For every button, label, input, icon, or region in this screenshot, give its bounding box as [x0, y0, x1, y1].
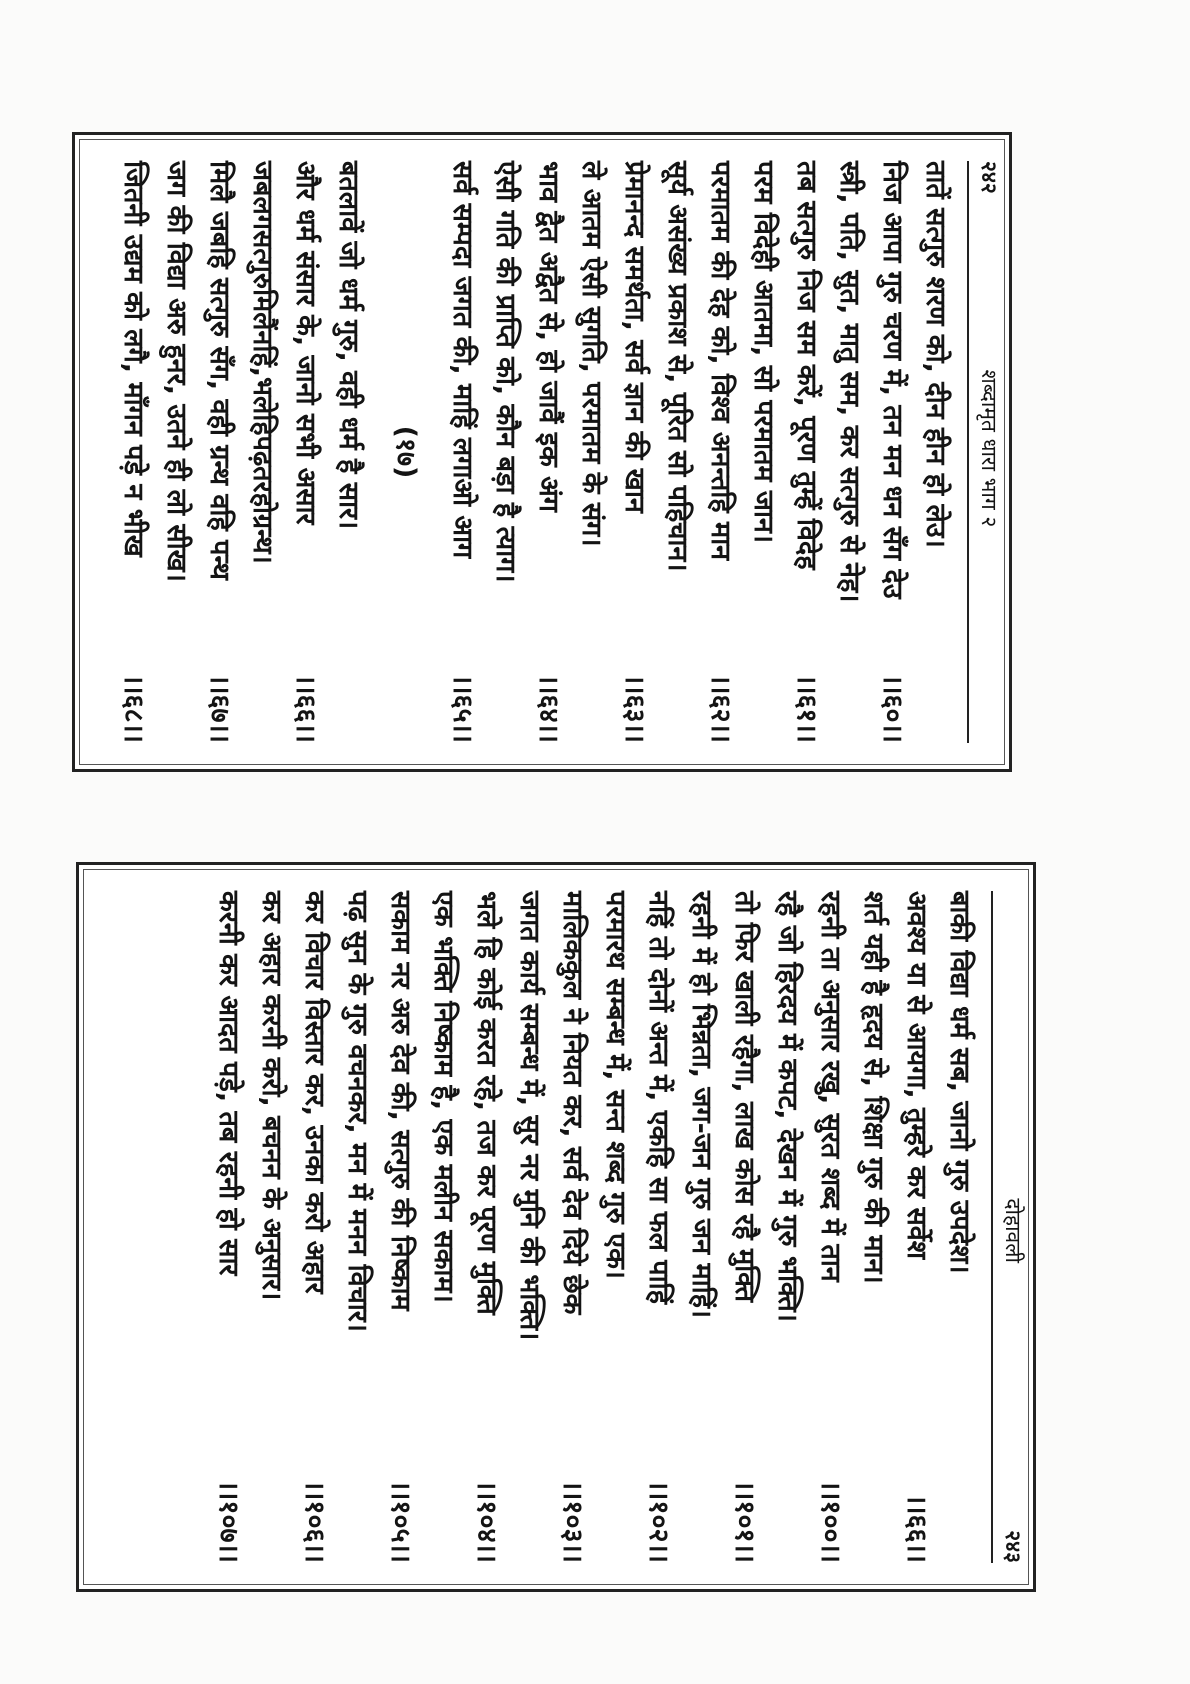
verse-line: परमारथ सम्बन्ध में, सन्त शब्द गुरु एक। — [600, 891, 631, 1280]
verse-line: जितनी उद्यम को लगै, माँगन पड़े न भीख ।।६८।। — [118, 161, 149, 743]
verse-line: नहिं तो दोनों अन्त में, एकहि सा फल पाहिं ।।१०२।। — [643, 891, 674, 1563]
page-243 — [76, 862, 1036, 1592]
verse-line: सर्व सम्पदा जगत की, माहिं लगाओ आग ।।६५।। — [447, 161, 478, 743]
section-number: (१७) — [390, 425, 421, 479]
verse-line: मालिककुल ने नियत कर, सर्व देव दिये छेक ।।१०३।। — [557, 891, 588, 1563]
verse-line: करनी कर आदत पड़े, तब रहनी हो सार ।।१०७।। — [213, 891, 244, 1563]
verse-line: ले आतम ऐसी सुगति, परमातम के संग। — [576, 161, 607, 547]
verse-line: कर विचार विस्तार कर, उनका करो अहार ।।१०६।। — [299, 891, 330, 1563]
verse-line: जबलगसत्गुरुमिलैंनहिं,भलेहिपढ़तरहोग्रन्थ। — [247, 161, 278, 564]
page-242 — [72, 132, 1012, 772]
verse-line: सूर्य असंख्य प्रकाश से, पूरित सो पहिचान। — [662, 161, 693, 572]
verse-line: अवश्य या से आयगा, तुम्हरे कर सर्वेश ।।६६।। — [901, 891, 932, 1563]
verse-line: पढ़ सुन के गुरु वचनकर, मन में मनन विचार। — [342, 891, 373, 1333]
running-title: शब्दामृत धारा भाग २ — [977, 369, 1001, 528]
verse-line: और धर्म संसार के, जानो सभी असार ।।६६।। — [290, 161, 321, 743]
verse-line: रहै जो हिरदय में कपट, देखन में गुरु भक्ति। — [772, 891, 803, 1323]
verse-line: भाव द्वैत अद्वैत से, हो जावैं इक अंग ।।६४।। — [533, 161, 564, 743]
verse-line: प्रेमानन्द समर्थता, सर्व ज्ञान की खान ।।६३।। — [619, 161, 650, 743]
verse-line: रहनी में हो भिन्नता, जग-जन गुरु जन माहिं। — [686, 891, 717, 1319]
running-title: दोहावली — [1001, 1198, 1025, 1263]
verse-line: निज आपा गुरु चरण में, तन मन धन सँग देउ ।।६०।। — [877, 161, 908, 743]
page-header — [991, 891, 1033, 1563]
verse-line: सकाम नर अरु देव की, सत्गुरु की निष्काम ।।१०५।। — [385, 891, 416, 1563]
verse-line: रहनी ता अनुसार रखु, सुरत शब्द में तान ।।१००।। — [815, 891, 846, 1563]
verse-line: मिलै जबहि सत्गुरु सँग, वही ग्रन्थ वहि पन्थ ।।६७।। — [204, 161, 235, 743]
page-number: २४३ — [1001, 1530, 1025, 1563]
page-number: २४२ — [977, 161, 1001, 194]
verse-line: स्त्री, पति, सुत, मातु सम, कर सत्गुरु से नेह। — [834, 161, 865, 603]
verse-line: जगत कार्य सम्बन्ध में, सुर नर मुनि की भक्ति। — [514, 891, 545, 1341]
page-header — [967, 161, 1009, 743]
verse-line: परमातम की देह को, विश्व अनन्तहि मान ।।६२।। — [705, 161, 736, 743]
verse-line: बाकी विद्या धर्म सब, जानो गुरु उपदेश। — [944, 891, 975, 1274]
verse-line: परम विदेही आतमा, सो परमातम जान। — [748, 161, 779, 544]
verse-line: जग की विद्या अरु हुनर, उतने ही लो सीख। — [161, 161, 192, 582]
verse-block — [207, 891, 991, 1563]
verse-line: तातें सत्गुरु शरण को, दीन हीन हो लेउ। — [920, 161, 951, 548]
verse-line: एक भक्ति निष्काम है, एक मलीन सकाम। — [428, 891, 459, 1303]
verse-line: कर अहार करनी करो, बचनन के अनुसार। — [256, 891, 287, 1301]
verse-line: शर्त यही है हृदय से, शिक्षा गुरु की मान। — [858, 891, 889, 1284]
verse-line: ऐसी गति की प्राप्ति को, कौन बड़ा है त्याग। — [490, 161, 521, 583]
verse-line: बतलावें जो धर्म गुरु, वही धर्म है सार। — [333, 161, 364, 530]
verse-line: भले हि कोई करत रहे, तज कर पूरण मुक्ति ।।१०४।। — [471, 891, 502, 1563]
verse-line: तो फिर खाली रहैगा, लाख कोस रहै मुक्ति ।।१०१।। — [729, 891, 760, 1563]
verse-line: तब सत्गुरु निज सम करें, पूरण तुम्हें विदेह ।।६१।। — [791, 161, 822, 743]
verse-block — [112, 161, 967, 743]
